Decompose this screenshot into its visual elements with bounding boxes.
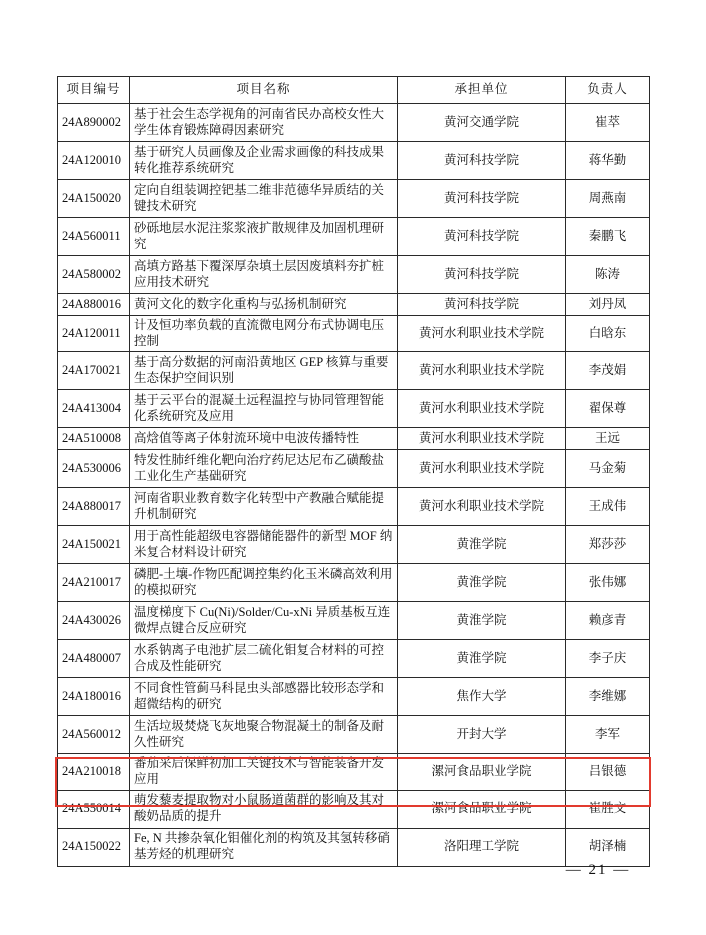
cell-leader: 张伟娜 bbox=[566, 564, 650, 602]
cell-project-code: 24A510008 bbox=[58, 428, 130, 450]
cell-unit: 黄河科技学院 bbox=[398, 180, 566, 218]
cell-project-name: 基于高分数据的河南沿黄地区 GEP 核算与重要生态保护空间识别 bbox=[130, 352, 398, 390]
cell-leader: 王成伟 bbox=[566, 488, 650, 526]
cell-unit: 黄河水利职业技术学院 bbox=[398, 316, 566, 352]
cell-unit: 黄淮学院 bbox=[398, 602, 566, 640]
cell-unit: 漯河食品职业学院 bbox=[398, 790, 566, 828]
table-row bbox=[58, 564, 650, 602]
cell-project-name: 特发性肺纤维化靶向治疗药尼达尼布乙磺酸盐工业化生产基础研究 bbox=[130, 450, 398, 488]
cell-leader: 刘丹凤 bbox=[566, 294, 650, 316]
cell-project-code: 24A210017 bbox=[58, 564, 130, 602]
cell-leader: 崔胜文 bbox=[566, 790, 650, 828]
cell-project-code: 24A560011 bbox=[58, 218, 130, 256]
cell-unit: 洛阳理工学院 bbox=[398, 828, 566, 866]
cell-project-name: 番茄采后保鲜初加工关键技术与智能装备开发应用 bbox=[130, 754, 398, 790]
table-row bbox=[58, 526, 650, 564]
cell-project-name: 不同食性管蓟马科昆虫头部感器比较形态学和超微结构的研究 bbox=[130, 678, 398, 716]
cell-leader: 陈涛 bbox=[566, 256, 650, 294]
header-project-code: 项目编号 bbox=[58, 77, 130, 104]
table-row bbox=[58, 316, 650, 352]
cell-project-code: 24A150020 bbox=[58, 180, 130, 218]
cell-project-name: 砂砾地层水泥注浆浆液扩散规律及加固机理研究 bbox=[130, 218, 398, 256]
table-row bbox=[58, 754, 650, 790]
cell-unit: 黄河交通学院 bbox=[398, 104, 566, 142]
cell-leader: 周燕南 bbox=[566, 180, 650, 218]
table-row bbox=[58, 790, 650, 828]
cell-unit: 黄河水利职业技术学院 bbox=[398, 352, 566, 390]
cell-project-name: 温度梯度下 Cu(Ni)/Solder/Cu-xNi 异质基板互连微焊点键合反应研究 bbox=[130, 602, 398, 640]
cell-project-name: 黄河文化的数字化重构与弘扬机制研究 bbox=[130, 294, 398, 316]
cell-project-name: 磷肥-土壤-作物匹配调控集约化玉米磷高效利用的模拟研究 bbox=[130, 564, 398, 602]
table-row bbox=[58, 180, 650, 218]
cell-unit: 黄河水利职业技术学院 bbox=[398, 488, 566, 526]
cell-unit: 黄河科技学院 bbox=[398, 256, 566, 294]
cell-leader: 马金菊 bbox=[566, 450, 650, 488]
cell-leader: 李子庆 bbox=[566, 640, 650, 678]
cell-leader: 秦鹏飞 bbox=[566, 218, 650, 256]
cell-unit: 黄淮学院 bbox=[398, 640, 566, 678]
cell-unit: 开封大学 bbox=[398, 716, 566, 754]
cell-leader: 蒋华勤 bbox=[566, 142, 650, 180]
cell-project-code: 24A530006 bbox=[58, 450, 130, 488]
table-row bbox=[58, 294, 650, 316]
table-header bbox=[58, 77, 650, 104]
cell-project-name: Fe, N 共掺杂氧化钼催化剂的构筑及其氢转移硝基芳烃的机理研究 bbox=[130, 828, 398, 866]
cell-unit: 焦作大学 bbox=[398, 678, 566, 716]
cell-unit: 黄淮学院 bbox=[398, 526, 566, 564]
cell-project-code: 24A210018 bbox=[58, 754, 130, 790]
cell-leader: 吕银德 bbox=[566, 754, 650, 790]
cell-leader: 李军 bbox=[566, 716, 650, 754]
cell-project-name: 河南省职业教育数字化转型中产教融合赋能提升机制研究 bbox=[130, 488, 398, 526]
cell-leader: 李维娜 bbox=[566, 678, 650, 716]
cell-unit: 漯河食品职业学院 bbox=[398, 754, 566, 790]
table-row bbox=[58, 678, 650, 716]
cell-leader: 李茂娟 bbox=[566, 352, 650, 390]
table-row bbox=[58, 602, 650, 640]
table-row bbox=[58, 104, 650, 142]
table-row bbox=[58, 352, 650, 390]
cell-unit: 黄河科技学院 bbox=[398, 218, 566, 256]
table-row bbox=[58, 256, 650, 294]
table-row bbox=[58, 218, 650, 256]
table-row bbox=[58, 488, 650, 526]
cell-project-code: 24A480007 bbox=[58, 640, 130, 678]
cell-project-code: 24A580002 bbox=[58, 256, 130, 294]
cell-project-code: 24A880016 bbox=[58, 294, 130, 316]
cell-project-name: 基于研究人员画像及企业需求画像的科技成果转化推荐系统研究 bbox=[130, 142, 398, 180]
cell-project-code: 24A550014 bbox=[58, 790, 130, 828]
header-unit: 承担单位 bbox=[398, 77, 566, 104]
table-row bbox=[58, 428, 650, 450]
cell-project-code: 24A120010 bbox=[58, 142, 130, 180]
cell-leader: 白晗东 bbox=[566, 316, 650, 352]
cell-project-code: 24A150022 bbox=[58, 828, 130, 866]
cell-project-code: 24A560012 bbox=[58, 716, 130, 754]
page-number bbox=[0, 862, 706, 879]
table-row bbox=[58, 640, 650, 678]
cell-project-code: 24A413004 bbox=[58, 390, 130, 428]
table-row bbox=[58, 828, 650, 866]
cell-project-name: 高填方路基下覆深厚杂填土层因废填料夯扩桩应用技术研究 bbox=[130, 256, 398, 294]
cell-project-code: 24A120011 bbox=[58, 316, 130, 352]
cell-project-name: 萌发藜麦提取物对小鼠肠道菌群的影响及其对酸奶品质的提升 bbox=[130, 790, 398, 828]
cell-leader: 赖彦青 bbox=[566, 602, 650, 640]
cell-leader: 王远 bbox=[566, 428, 650, 450]
table-row bbox=[58, 450, 650, 488]
cell-project-name: 水系钠离子电池扩层二硫化钼复合材料的可控合成及性能研究 bbox=[130, 640, 398, 678]
cell-leader: 郑莎莎 bbox=[566, 526, 650, 564]
cell-unit: 黄河水利职业技术学院 bbox=[398, 428, 566, 450]
cell-unit: 黄河科技学院 bbox=[398, 294, 566, 316]
cell-unit: 黄河科技学院 bbox=[398, 142, 566, 180]
cell-project-name: 生活垃圾焚烧飞灰地聚合物混凝土的制备及耐久性研究 bbox=[130, 716, 398, 754]
cell-project-name: 用于高性能超级电容器储能器件的新型 MOF 纳米复合材料设计研究 bbox=[130, 526, 398, 564]
cell-unit: 黄淮学院 bbox=[398, 564, 566, 602]
table-row bbox=[58, 142, 650, 180]
cell-project-code: 24A430026 bbox=[58, 602, 130, 640]
header-project-name: 项目名称 bbox=[130, 77, 398, 104]
cell-project-name: 基于社会生态学视角的河南省民办高校女性大学生体育锻炼障碍因素研究 bbox=[130, 104, 398, 142]
cell-project-name: 计及恒功率负载的直流微电网分布式协调电压控制 bbox=[130, 316, 398, 352]
cell-project-code: 24A180016 bbox=[58, 678, 130, 716]
cell-project-code: 24A880017 bbox=[58, 488, 130, 526]
cell-project-code: 24A150021 bbox=[58, 526, 130, 564]
table-body bbox=[58, 104, 650, 867]
cell-unit: 黄河水利职业技术学院 bbox=[398, 450, 566, 488]
header-leader: 负责人 bbox=[566, 77, 650, 104]
cell-unit: 黄河水利职业技术学院 bbox=[398, 390, 566, 428]
table-header-row bbox=[58, 77, 650, 104]
cell-leader: 崔萃 bbox=[566, 104, 650, 142]
table-row bbox=[58, 390, 650, 428]
cell-project-name: 高焓值等离子体射流环境中电波传播特性 bbox=[130, 428, 398, 450]
cell-leader: 胡泽楠 bbox=[566, 828, 650, 866]
cell-leader: 翟保尊 bbox=[566, 390, 650, 428]
page-number-text: — 21 — bbox=[565, 862, 631, 878]
cell-project-name: 定向自组装调控钯基二维非范德华异质结的关键技术研究 bbox=[130, 180, 398, 218]
cell-project-code: 24A890002 bbox=[58, 104, 130, 142]
cell-project-name: 基于云平台的混凝土远程温控与协同管理智能化系统研究及应用 bbox=[130, 390, 398, 428]
cell-project-code: 24A170021 bbox=[58, 352, 130, 390]
table-row bbox=[58, 716, 650, 754]
projects-table bbox=[57, 76, 650, 867]
